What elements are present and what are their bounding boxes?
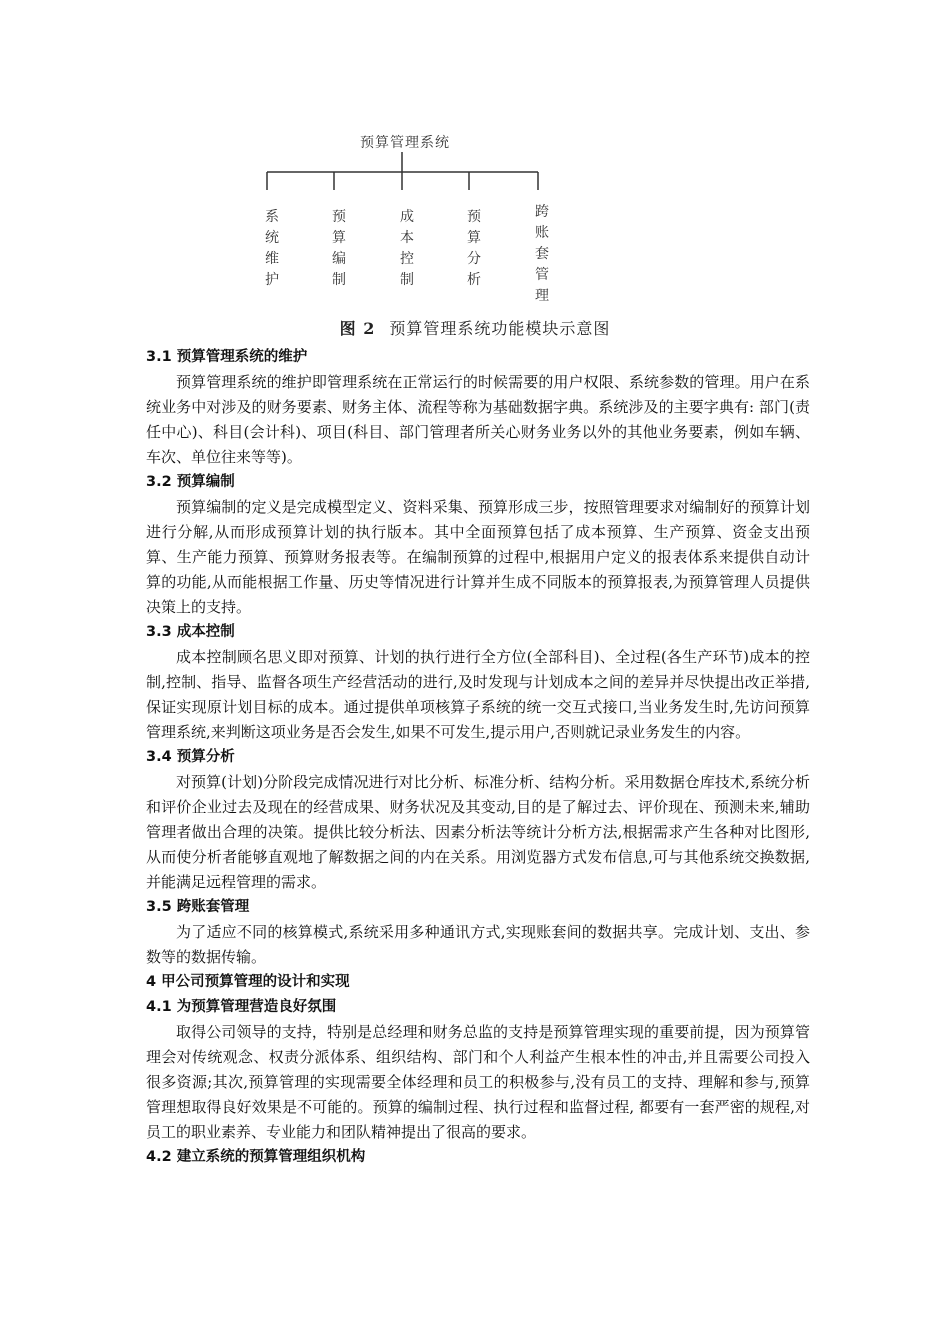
section-paragraph: 取得公司领导的支持，特别是总经理和财务总监的支持是预算管理实现的重要前提，因为预算管理会对传统观念、权责分派体系、组织结构、部门和个人利益产生根本性的冲击,并且需要公司投入很多资源;其次,预算管理的实现需要全体经理和员工的积极参与,没有员工的支持、理解和参与,预算管理想取得良好效果是不可能的。预算的编制过程、执行过程和监督过程, 都要有一套严密的规程,对员工的职业素养、专业能力和团队精神提出了很高的要求。 [146, 1023, 810, 1141]
section-heading: 3.5 跨账套管理 [146, 899, 250, 915]
section-paragraph: 为了适应不同的核算模式,系统采用多种通讯方式,实现账套间的数据共享。完成计划、支出、参数等的数据传输。 [146, 923, 810, 966]
section-paragraph: 预算编制的定义是完成模型定义、资料采集、预算形成三步，按照管理要求对编制好的预算计划进行分解,从而形成预算计划的执行版本。其中全面预算包括了成本预算、生产预算、资金支出预算、生产能力预算、预算财务报表等。在编制预算的过程中,根据用户定义的报表体系来提供自动计算的功能,从而能根据工作量、历史等情况进行计算并生成不同版本的预算报表,为预算管理人员提供决策上的支持。 [146, 498, 810, 616]
section-paragraph: 对预算(计划)分阶段完成情况进行对比分析、标准分析、结构分析。采用数据仓库技术,系统分析和评价企业过去及现在的经营成果、财务状况及其变动,目的是了解过去、评价现在、预测未来,辅助管理者做出合理的决策。提供比较分析法、因素分析法等统计分析方法,根据需求产生各种对比图形,从而使分析者能够直观地了解数据之间的内在关系。用浏览器方式发布信息,可与其他系统交换数据,并能满足远程管理的需求。 [146, 773, 810, 891]
section-heading: 3.1 预算管理系统的维护 [146, 349, 308, 365]
article-body [146, 345, 810, 1170]
figure-node-analysis: 预 算 分 析 [467, 209, 481, 288]
section-heading: 3.4 预算分析 [146, 749, 235, 765]
figure-node-budgeting: 预 算 编 制 [332, 209, 346, 288]
figure-caption [240, 316, 710, 339]
section-heading: 4.1 为预算管理营造良好氛围 [146, 999, 337, 1015]
section-heading: 4.2 建立系统的预算管理组织机构 [146, 1149, 366, 1165]
section-paragraph: 成本控制顾名思义即对预算、计划的执行进行全方位(全部科目)、全过程(各生产环节)成本的控制,控制、指导、监督各项生产经营活动的进行,及时发现与计划成本之间的差异并尽快提出改正举措,保证实现原计划目标的成本。通过提供单项核算子系统的统一交互式接口,当业务发生时,先访问预算管理系统,来判断这项业务是否会发生,如果不可发生,提示用户,否则就记录业务发生的内容。 [146, 648, 810, 741]
figure-caption-number: 图 2 [339, 319, 376, 338]
figure-caption-text: 预算管理系统功能模块示意图 [389, 319, 611, 338]
figure-node-maintenance: 系 统 维 护 [265, 209, 279, 288]
figure-root-node: 预算管理系统 [360, 135, 450, 151]
figure-node-cost-control: 成 本 控 制 [400, 209, 414, 288]
figure-node-cross-ledger: 跨 账 套 管 理 [535, 204, 549, 304]
section-paragraph: 预算管理系统的维护即管理系统在正常运行的时候需要的用户权限、系统参数的管理。用户在系统业务中对涉及的财务要素、财务主体、流程等称为基础数据字典。系统涉及的主要字典有: 部门(责任中心)、科目(会计科)、项目(科目、部门管理者所关心财务业务以外的其他业务要素，例如车辆、车次、单位往来等等)。 [146, 373, 810, 466]
section-heading: 3.3 成本控制 [146, 624, 235, 640]
section-heading: 3.2 预算编制 [146, 474, 235, 490]
chapter-heading: 4 甲公司预算管理的设计和实现 [146, 974, 350, 990]
figure-2 [0, 0, 950, 345]
figure-tree-lines [0, 0, 950, 345]
